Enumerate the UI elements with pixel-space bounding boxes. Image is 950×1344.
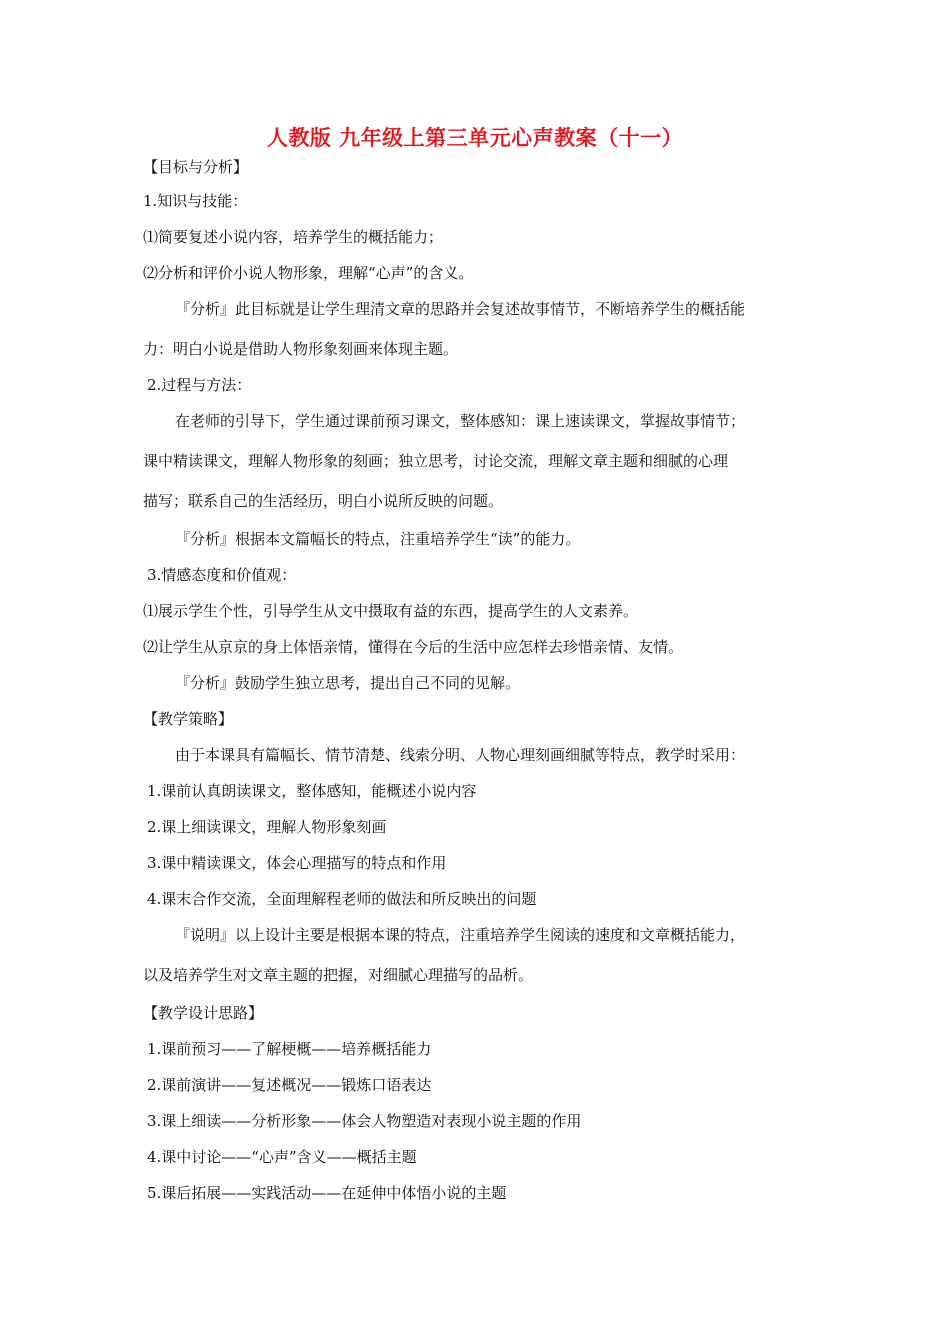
paragraph-line: 『分析』根据本文篇幅长的特点，注重培养学生“读”的能力。 — [175, 530, 581, 548]
document-title: 人教版 九年级上第三单元心声教案（十一） — [266, 125, 684, 150]
paragraph-line: 课中精读课文，理解人物形象的刻画；独立思考，讨论交流，理解文章主题和细腻的心理 — [143, 452, 729, 470]
paragraph-line: 以及培养学生对文章主题的把握，对细腻心理描写的品析。 — [143, 966, 534, 984]
list-item: 4.课末合作交流，全面理解程老师的做法和所反映出的问题 — [147, 890, 537, 908]
section-heading-design: 【教学设计思路】 — [143, 1004, 264, 1022]
list-item: 1.课前预习——了解梗概——培养概括能力 — [147, 1040, 432, 1058]
paragraph-line: 力：明白小说是借助人物形象刻画来体现主题。 — [143, 340, 459, 358]
paragraph-line: 『分析』此目标就是让学生理清文章的思路并会复述故事情节，不断培养学生的概括能 — [175, 300, 746, 318]
list-item: 3.课中精读课文，体会心理描写的特点和作用 — [147, 854, 447, 872]
paragraph-line: ⑵让学生从京京的身上体悟亲情，懂得在今后的生活中应怎样去珍惜亲情、友情。 — [143, 638, 684, 656]
list-item: 3.课上细读——分析形象——体会人物塑造对表现小说主题的作用 — [147, 1112, 582, 1130]
list-item: 2.课前演讲——复述概况——锻炼口语表达 — [147, 1076, 432, 1094]
list-item: 2.课上细读课文，理解人物形象刻画 — [147, 818, 387, 836]
paragraph-line: ⑴展示学生个性，引导学生从文中摄取有益的东西，提高学生的人文素养。 — [143, 602, 639, 620]
paragraph-line: 『说明』以上设计主要是根据本课的特点，注重培养学生阅读的速度和文章概括能力， — [175, 926, 746, 944]
paragraph-line: 在老师的引导下，学生通过课前预习课文，整体感知：课上速读课文，掌握故事情节； — [175, 412, 746, 430]
paragraph-line: 1.知识与技能： — [143, 192, 248, 210]
list-item: 4.课中讨论——“心声”含义——概括主题 — [147, 1148, 417, 1166]
paragraph-line: 2.过程与方法： — [147, 376, 252, 394]
section-heading-goals: 【目标与分析】 — [143, 158, 249, 176]
list-item: 5.课后拓展——实践活动——在延伸中体悟小说的主题 — [147, 1184, 507, 1202]
paragraph-line: 『分析』鼓励学生独立思考，提出自己不同的见解。 — [175, 674, 521, 692]
section-heading-strategy: 【教学策略】 — [143, 710, 234, 728]
paragraph-line: 描写；联系自己的生活经历，明白小说所反映的问题。 — [143, 492, 504, 510]
list-item: 1.课前认真朗读课文，整体感知，能概述小说内容 — [147, 782, 477, 800]
paragraph-line: ⑵分析和评价小说人物形象，理解“心声”的含义。 — [143, 264, 474, 282]
paragraph-line: 由于本课具有篇幅长、情节清楚、线索分明、人物心理刻画细腻等特点，教学时采用： — [175, 746, 746, 764]
paragraph-line: ⑴简要复述小说内容，培养学生的概括能力； — [143, 228, 444, 246]
paragraph-line: 3.情感态度和价值观： — [147, 566, 297, 584]
